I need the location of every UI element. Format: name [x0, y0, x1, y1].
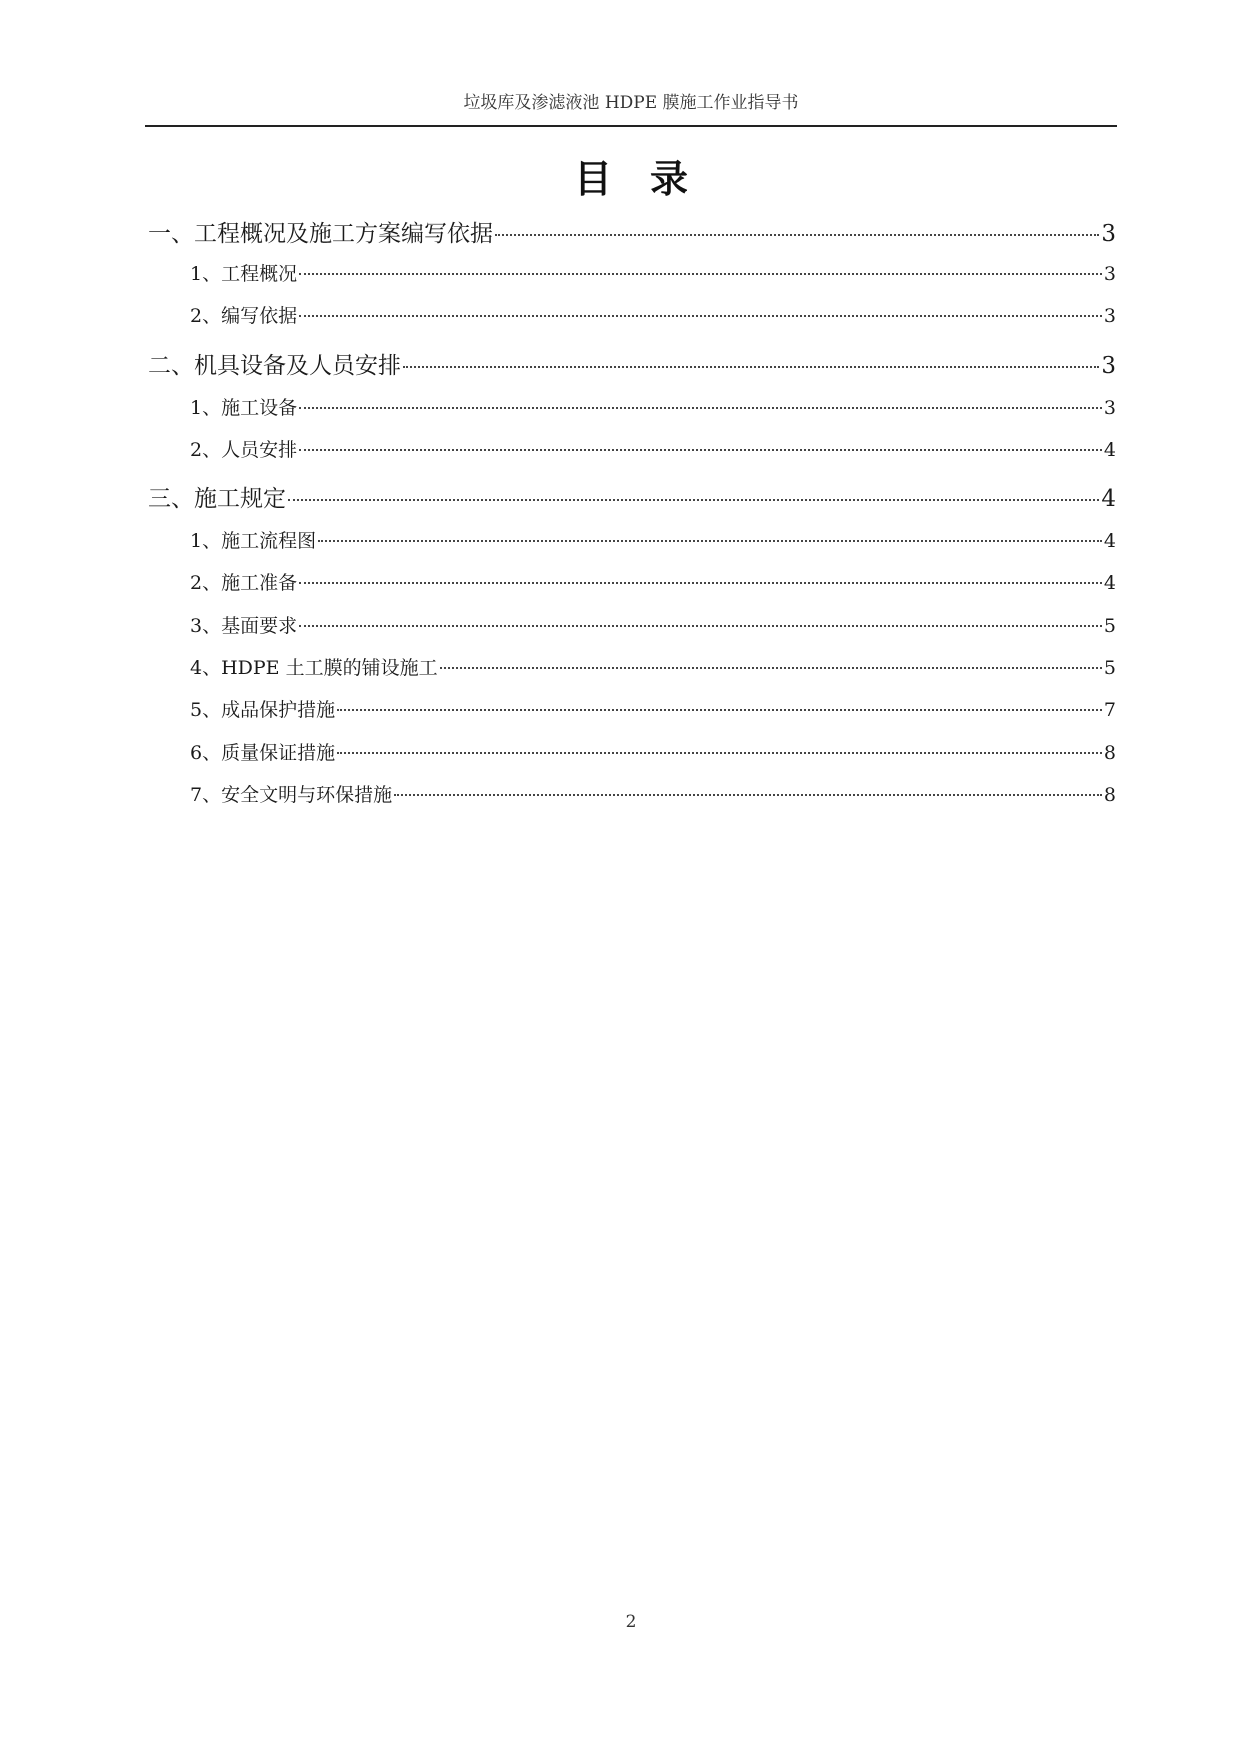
- header-divider: [145, 125, 1117, 127]
- dot-leader: [288, 499, 1099, 501]
- toc-entry-page: 3: [1103, 263, 1116, 285]
- toc-entry-page: 3: [1101, 221, 1116, 247]
- dot-leader: [337, 709, 1102, 711]
- toc-entry-label: 一、工程概况及施工方案编写依据: [148, 221, 493, 247]
- dot-leader: [299, 625, 1102, 627]
- toc-entry-label: 4、HDPE 土工膜的铺设施工: [190, 657, 438, 679]
- toc-entry-1-2[interactable]: [148, 301, 1116, 328]
- toc-entry-page: 4: [1103, 439, 1116, 461]
- dot-leader: [440, 667, 1102, 669]
- toc-entry-page: 3: [1103, 397, 1116, 419]
- toc-entry-label: 6、质量保证措施: [190, 742, 336, 764]
- toc-entry-label: 2、人员安排: [190, 439, 298, 461]
- dot-leader: [337, 752, 1102, 754]
- toc-entry-3-2[interactable]: [148, 568, 1116, 595]
- toc-entry-page: 4: [1103, 530, 1116, 552]
- toc-entry-1-1[interactable]: [148, 259, 1116, 286]
- toc-entry-3-1[interactable]: [148, 526, 1116, 553]
- toc-entry-2[interactable]: [148, 347, 1116, 380]
- toc-entry-3[interactable]: [148, 480, 1116, 513]
- dot-leader: [299, 449, 1102, 451]
- toc-entry-label: 3、基面要求: [190, 615, 298, 637]
- toc-entry-2-2[interactable]: [148, 435, 1116, 462]
- toc-entry-page: 8: [1103, 742, 1116, 764]
- toc-entry-label: 7、安全文明与环保措施: [190, 784, 393, 806]
- toc-entry-3-6[interactable]: [148, 738, 1116, 765]
- toc-entry-label: 2、编写依据: [190, 305, 298, 327]
- dot-leader: [318, 540, 1102, 542]
- toc-entry-page: 3: [1101, 353, 1116, 379]
- toc-title-part1: 目: [573, 156, 612, 201]
- toc-entry-page: 4: [1103, 572, 1116, 594]
- toc-entry-page: 5: [1103, 615, 1116, 637]
- dot-leader: [299, 407, 1102, 409]
- toc-entry-3-3[interactable]: [148, 611, 1116, 638]
- running-header: 垃圾库及渗滤液池 HDPE 膜施工作业指导书: [463, 93, 799, 113]
- dot-leader: [394, 794, 1102, 796]
- toc-entry-2-1[interactable]: [148, 393, 1116, 420]
- dot-leader: [299, 273, 1102, 275]
- toc-entry-label: 1、工程概况: [190, 263, 298, 285]
- toc-entry-3-7[interactable]: [148, 780, 1116, 807]
- page-number: 2: [625, 1612, 637, 1632]
- toc-entry-label: 2、施工准备: [190, 572, 298, 594]
- toc-entry-page: 3: [1103, 305, 1116, 327]
- dot-leader: [495, 234, 1099, 236]
- toc-entry-1[interactable]: [148, 215, 1116, 248]
- toc-entry-label: 三、施工规定: [148, 486, 286, 512]
- toc-title: [145, 148, 1117, 203]
- dot-leader: [403, 366, 1099, 368]
- toc-entry-page: 4: [1101, 486, 1116, 512]
- toc-title-part2: 录: [650, 156, 689, 201]
- dot-leader: [299, 315, 1102, 317]
- toc-entry-page: 7: [1103, 699, 1116, 721]
- toc-entry-label: 1、施工设备: [190, 397, 298, 419]
- dot-leader: [299, 582, 1102, 584]
- toc-entry-label: 二、机具设备及人员安排: [148, 353, 401, 379]
- toc-entry-page: 5: [1103, 657, 1116, 679]
- toc-entry-label: 1、施工流程图: [190, 530, 317, 552]
- toc-entry-page: 8: [1103, 784, 1116, 806]
- toc-entry-label: 5、成品保护措施: [190, 699, 336, 721]
- toc-entry-3-5[interactable]: [148, 695, 1116, 722]
- toc-entry-3-4[interactable]: [148, 653, 1116, 680]
